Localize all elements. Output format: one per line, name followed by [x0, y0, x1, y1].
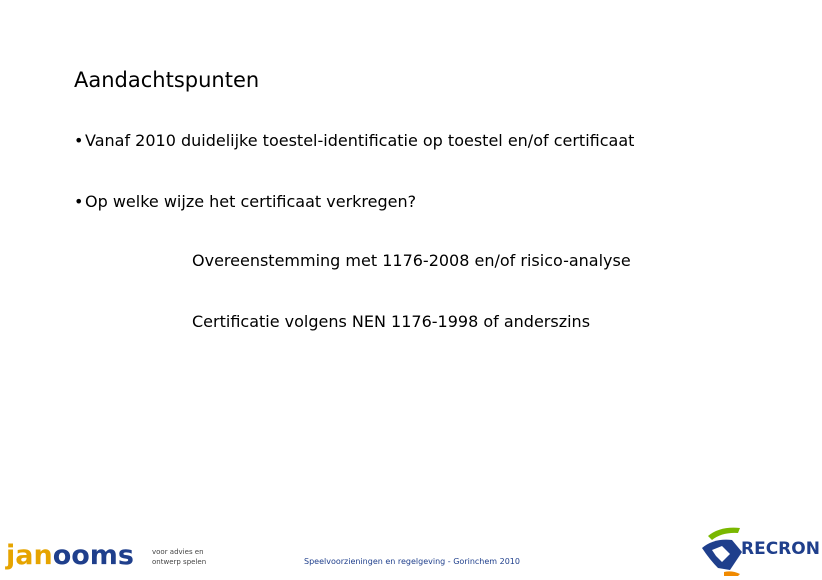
bullet-dot-icon: • — [74, 131, 84, 150]
logo-part-jan: jan — [6, 540, 53, 571]
tagline-line: voor advies en — [152, 548, 204, 556]
janooms-logo — [6, 540, 134, 572]
logo-part-ooms: ooms — [52, 540, 135, 571]
bullet-item — [74, 192, 416, 211]
bullet-item — [74, 131, 634, 150]
footer-caption: Speelvoorzieningen en regelgeving - Gorinchem 2010 — [304, 557, 520, 566]
bullet-text: Vanaf 2010 duidelijke toestel-identificatie op toestel en/of certificaat — [85, 131, 635, 150]
recron-logo — [700, 522, 822, 576]
logo-tagline — [152, 547, 206, 567]
sub-item: Certificatie volgens NEN 1176-1998 of anderszins — [192, 312, 591, 331]
bullet-dot-icon: • — [74, 192, 84, 211]
tagline-line: ontwerp spelen — [152, 558, 207, 566]
slide-title: Aandachtspunten — [74, 68, 260, 92]
sub-item: Overeenstemming met 1176-2008 en/of risico-analyse — [192, 251, 631, 270]
recron-wordmark: RECRON — [741, 539, 820, 559]
bullet-text: Op welke wijze het certificaat verkregen? — [85, 192, 417, 211]
